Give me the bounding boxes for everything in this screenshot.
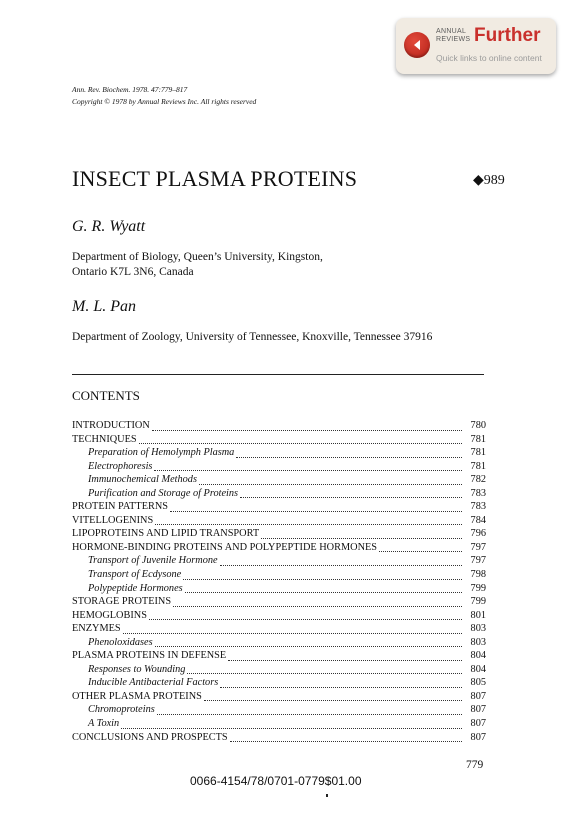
toc-page: 803 (470, 636, 486, 648)
toc-label: Immunochemical Methods (88, 474, 197, 486)
author-name: M. L. Pan (72, 298, 136, 315)
toc-page: 783 (470, 487, 486, 499)
citation-copyright: Copyright © 1978 by Annual Reviews Inc. All rights reserved (72, 97, 257, 106)
toc-page: 796 (470, 528, 486, 540)
toc-subentry[interactable] (72, 718, 486, 732)
leader-dots (220, 565, 462, 566)
leader-dots (139, 443, 462, 444)
toc-entry[interactable] (72, 732, 486, 746)
leader-dots (152, 430, 462, 431)
toc-entry[interactable] (72, 501, 486, 515)
further-badge[interactable] (396, 18, 556, 74)
citation-journal: Ann. Rev. Biochem. 1978. 47:779–817 (72, 85, 188, 94)
leader-dots (173, 606, 462, 607)
leader-dots (236, 457, 462, 458)
further-label: Further (474, 25, 541, 46)
annual-reviews-wordmark: ANNUAL REVIEWS (436, 28, 471, 43)
toc-subentry[interactable] (72, 461, 486, 475)
footer-mark (326, 794, 328, 797)
toc-page: 807 (470, 718, 486, 730)
toc-label: VITELLOGENINS (72, 514, 154, 526)
toc-page: 797 (470, 541, 486, 553)
toc-page: 803 (470, 623, 486, 635)
leader-dots (170, 511, 462, 512)
toc-subentry[interactable] (72, 583, 486, 597)
toc-label: A Toxin (88, 718, 120, 730)
toc-page: 807 (470, 690, 486, 702)
toc-label: Preparation of Hemolymph Plasma (88, 447, 235, 459)
leader-dots (261, 538, 462, 539)
toc-subentry[interactable] (72, 569, 486, 583)
article-title: INSECT PLASMA PROTEINS (72, 166, 358, 191)
toc-page: 797 (470, 555, 486, 567)
leader-dots (199, 484, 462, 485)
toc-label: Chromoproteins (88, 704, 155, 716)
toc-entry[interactable] (72, 610, 486, 624)
page-number: 779 (466, 759, 484, 771)
play-arrow-icon (404, 32, 430, 58)
toc-entry[interactable] (72, 623, 486, 637)
toc-label: HEMOGLOBINS (72, 609, 147, 621)
contents-heading: CONTENTS (72, 388, 140, 403)
leader-dots (157, 714, 462, 715)
toc-subentry[interactable] (72, 488, 486, 502)
toc-label: HORMONE-BINDING PROTEINS AND POLYPEPTIDE HORMONES (72, 541, 378, 553)
toc-label: Responses to Wounding (88, 663, 186, 675)
leader-dots (154, 470, 462, 471)
toc-page: 807 (470, 704, 486, 716)
author-name: G. R. Wyatt (72, 218, 146, 235)
leader-dots (187, 673, 462, 674)
toc-subentry[interactable] (72, 555, 486, 569)
toc-entry[interactable] (72, 434, 486, 448)
toc-page: 780 (470, 420, 486, 431)
leader-dots (155, 524, 462, 525)
toc-subentry[interactable] (72, 677, 486, 691)
leader-dots (204, 700, 462, 701)
toc-label: Polypeptide Hormones (88, 582, 183, 594)
toc-page: 804 (470, 663, 486, 675)
leader-dots (149, 619, 462, 620)
toc-label: Inducible Antibacterial Factors (88, 677, 219, 689)
toc-label: Transport of Juvenile Hormone (88, 555, 218, 567)
toc-label: Electrophoresis (88, 460, 153, 472)
toc-entry[interactable] (72, 691, 486, 705)
toc-subentry[interactable] (72, 474, 486, 488)
toc-page: 798 (470, 569, 486, 581)
toc-subentry[interactable] (72, 637, 486, 651)
toc-entry[interactable] (72, 420, 486, 434)
toc-label: PLASMA PROTEINS IN DEFENSE (72, 650, 227, 662)
toc-label: TECHNIQUES (72, 433, 137, 445)
toc-page: 804 (470, 650, 486, 662)
toc-entry[interactable] (72, 650, 486, 664)
toc-page: 805 (470, 677, 486, 689)
author-affiliation: Department of Zoology, University of Tennessee, Knoxville, Tennessee 37916 (72, 331, 433, 343)
toc-label: INTRODUCTION (72, 420, 150, 431)
leader-dots (220, 687, 462, 688)
leader-dots (155, 646, 462, 647)
toc-page: 783 (470, 501, 486, 513)
toc-page: 799 (470, 596, 486, 608)
leader-dots (379, 551, 462, 552)
toc-label: STORAGE PROTEINS (72, 596, 172, 608)
toc-label: OTHER PLASMA PROTEINS (72, 690, 202, 702)
toc-page: 807 (470, 731, 486, 743)
toc-subentry[interactable] (72, 664, 486, 678)
toc-entry[interactable] (72, 528, 486, 542)
toc-entry[interactable] (72, 596, 486, 610)
toc-label: Transport of Ecdysone (88, 569, 182, 581)
toc-page: 784 (470, 514, 486, 526)
leader-dots (228, 660, 462, 661)
toc-page: 782 (470, 474, 486, 486)
leader-dots (230, 741, 462, 742)
article-number: ◆989 (473, 173, 505, 188)
toc-page: 801 (470, 609, 486, 621)
citation (72, 84, 256, 108)
leader-dots (240, 497, 462, 498)
toc-label: Purification and Storage of Proteins (88, 487, 239, 499)
toc-subentry[interactable] (72, 447, 486, 461)
author-affiliation: Department of Biology, Queen’s University, Kingston, Ontario K7L 3N6, Canada (72, 251, 323, 278)
toc-page: 781 (470, 433, 486, 445)
leader-dots (123, 633, 462, 634)
toc-label: PROTEIN PATTERNS (72, 501, 169, 513)
toc-page: 781 (470, 447, 486, 459)
toc-page: 799 (470, 582, 486, 594)
toc-label: ENZYMES (72, 623, 121, 635)
toc-label: LIPOPROTEINS AND LIPID TRANSPORT (72, 528, 260, 540)
toc-label: Phenoloxidases (88, 636, 153, 648)
toc-entry[interactable] (72, 515, 486, 529)
toc-entry[interactable] (72, 542, 486, 556)
footer-code: 0066-4154/78/0701-0779$01.00 (190, 774, 362, 788)
toc-subentry[interactable] (72, 704, 486, 718)
leader-dots (121, 728, 462, 729)
section-divider (72, 374, 484, 375)
table-of-contents (72, 420, 486, 745)
toc-label: CONCLUSIONS AND PROSPECTS (72, 731, 228, 743)
further-subtitle: Quick links to online content (436, 53, 542, 63)
leader-dots (183, 579, 462, 580)
leader-dots (185, 592, 462, 593)
toc-page: 781 (470, 460, 486, 472)
